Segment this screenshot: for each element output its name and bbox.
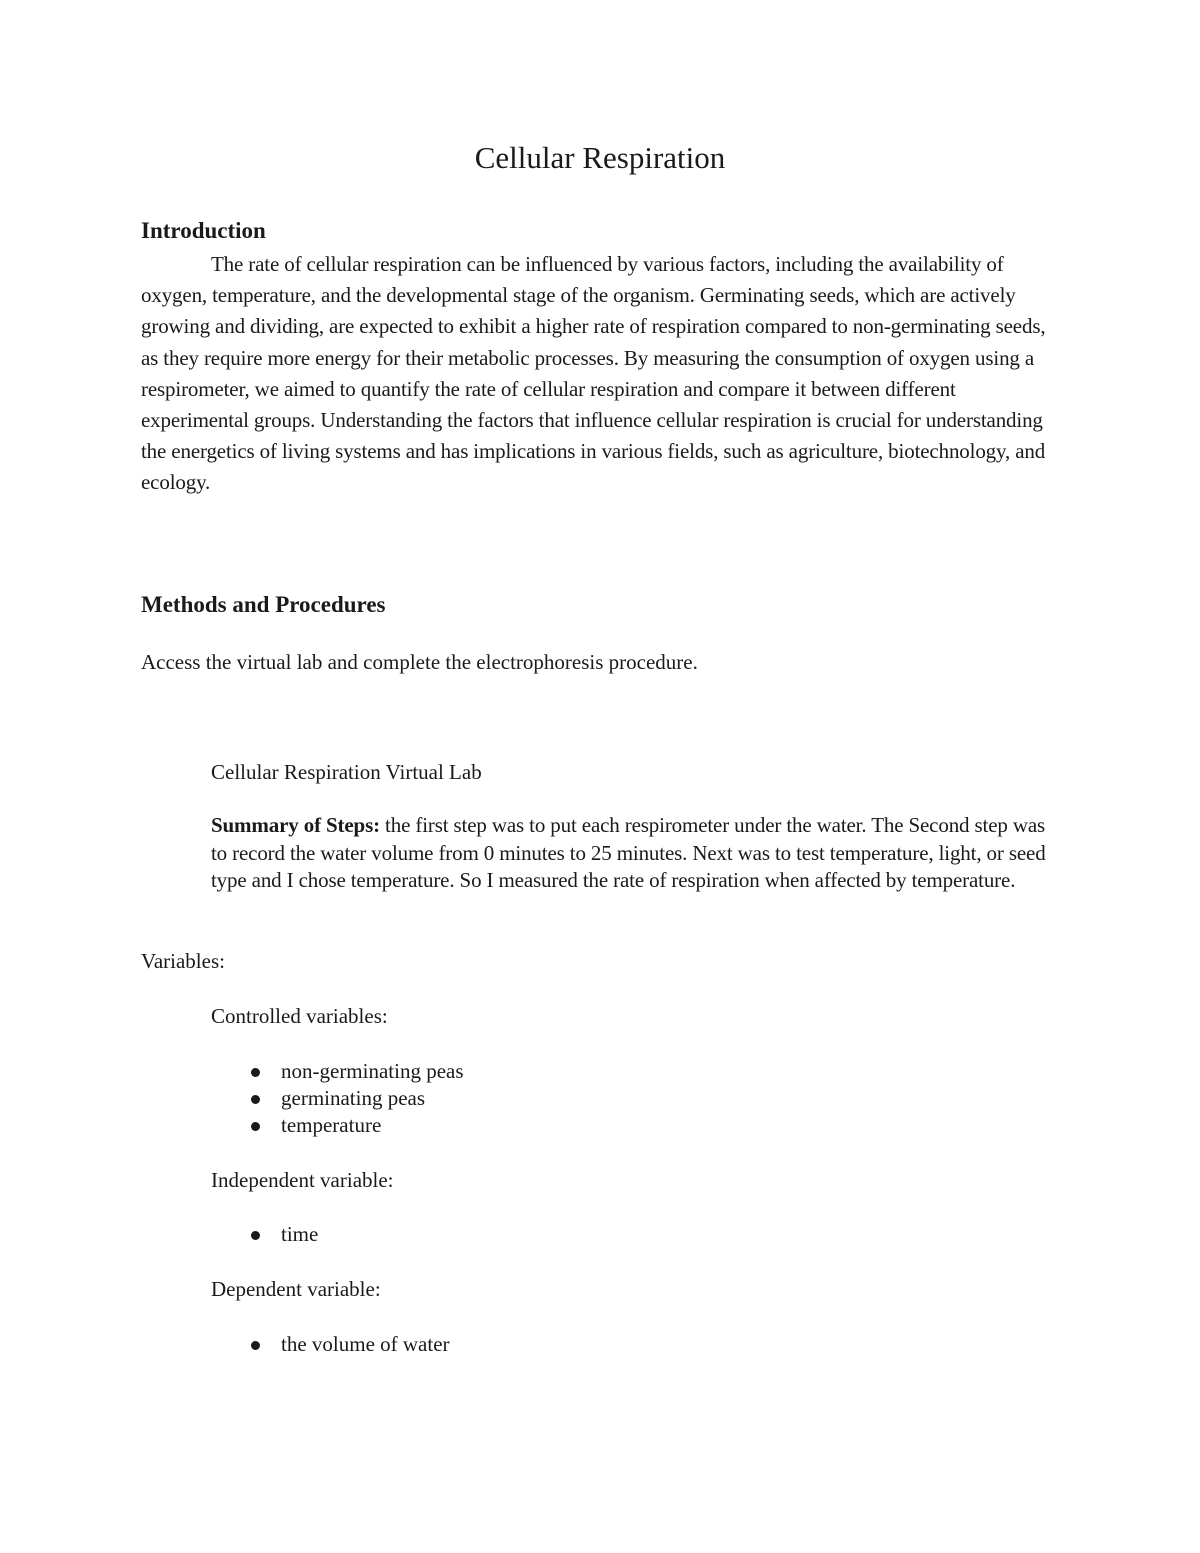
controlled-variables-label: Controlled variables:	[211, 1004, 388, 1028]
methods-instruction: Access the virtual lab and complete the electrophoresis procedure.	[141, 650, 698, 674]
bullet-icon	[251, 1122, 260, 1131]
independent-variable-label: Independent variable:	[211, 1168, 394, 1192]
summary-of-steps	[211, 812, 1061, 895]
summary-text: the first step was to put each respirometer under the water. The Second step was to record the water volume from 0 minutes to 25 minutes. Next was to test temperature, light, or seed type and I chose temperature. So I measured the rate of respiration when affected by temperature.	[211, 813, 1046, 892]
dependent-variable-label: Dependent variable:	[211, 1277, 381, 1301]
summary-label: Summary of Steps:	[211, 813, 380, 837]
bullet-icon	[251, 1341, 260, 1350]
document-page: Cellular Respiration Introduction The rate of cellular respiration can be influenced by various factors, including the availability of oxygen, temperature, and the developmental stage of the organism. Germinating seeds, which are actively growing and dividing, are expected to exhibit a higher rate of respiration compared to non-germinating seeds, as they require more energy for their metabolic processes. By measuring the consumption of oxygen using a respirometer, we aimed to quantify the rate of cellular respiration and compare it between different experimental groups. Understanding the factors that influence cellular respiration is crucial for understanding the energetics of living systems and has implications in various fields, such as agriculture, biotechnology, and ecology. Methods and Procedures Access the virtual lab and complete the electrophoresis procedure. Cellular Respiration Virtual Lab Summary of Steps: the first step was to put each respirometer under the water. The Second step was to record the water volume from 0 minutes to 25 minutes. Next was to test temperature, light, or seed type and I chose temperature. So I measured the rate of respiration when affected by temperature. Variables: Controlled variables: non-germinating peas germinating peas temperature Independent variable: time Dependent variable: the volume of water	[0, 0, 1200, 1553]
introduction-paragraph: The rate of cellular respiration can be influenced by various factors, including the availability of oxygen, temperature, and the developmental stage of the organism. Germinating seeds, which are actively growing and dividing, are expected to exhibit a higher rate of respiration compared to non-germinating seeds, as they require more energy for their metabolic processes. By measuring the consumption of oxygen using a respirometer, we aimed to quantify the rate of cellular respiration and compare it between different experimental groups. Understanding the factors that influence cellular respiration is crucial for understanding the energetics of living systems and has implications in various fields, such as agriculture, biotechnology, and ecology.	[141, 252, 1046, 495]
document-title: Cellular Respiration	[474, 140, 726, 175]
lab-title: Cellular Respiration Virtual Lab	[211, 760, 482, 784]
methods-heading: Methods and Procedures	[141, 592, 386, 617]
introduction-heading: Introduction	[141, 218, 266, 243]
bullet-icon	[251, 1231, 260, 1240]
variables-heading: Variables:	[141, 949, 225, 973]
bullet-icon	[251, 1068, 260, 1077]
bullet-icon	[251, 1095, 260, 1104]
